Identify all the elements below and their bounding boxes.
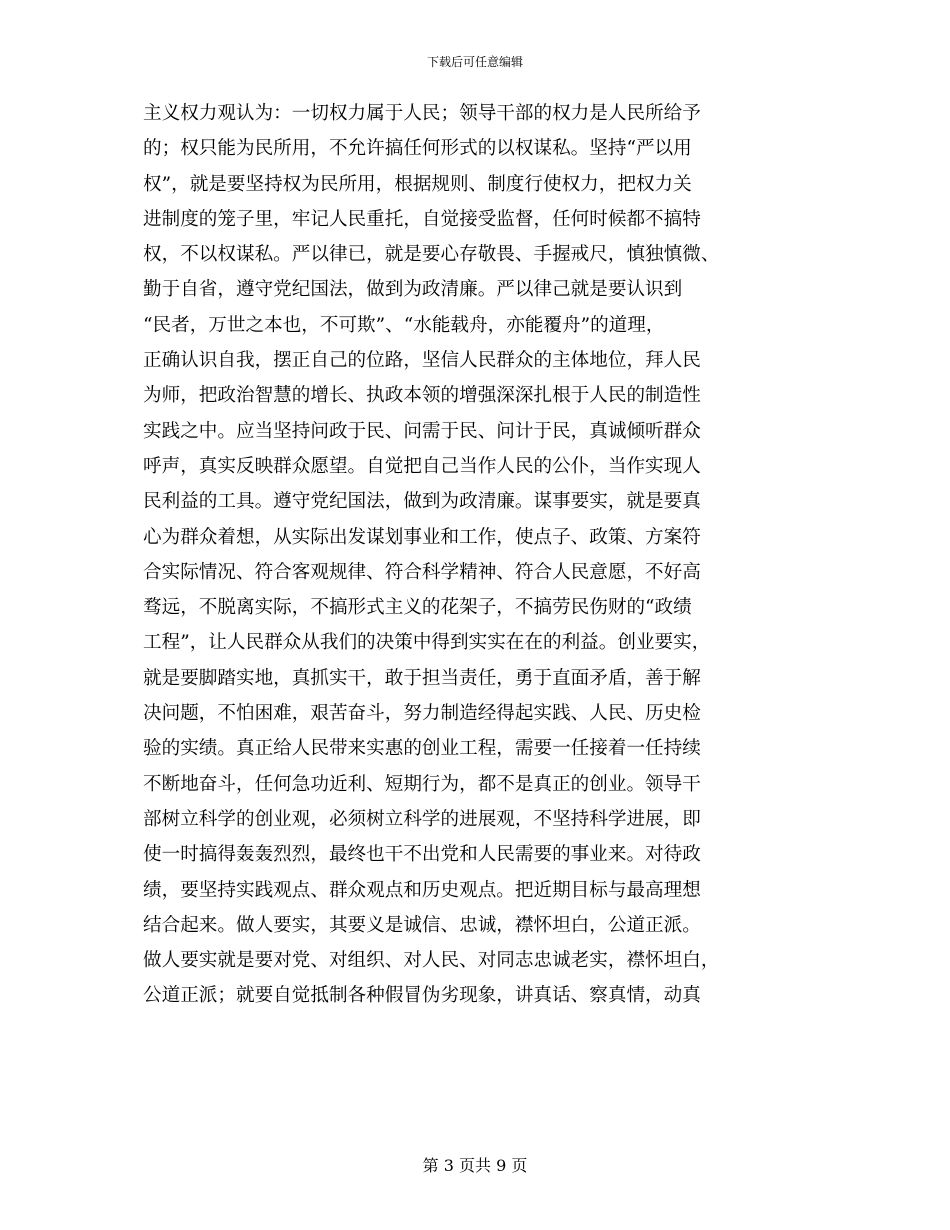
text-line: 主义权力观认为：一切权力属于人民；领导干部的权力是人民所给予 [143, 103, 701, 124]
text-line: 公道正派；就要自觉抵制各种假冒伪劣现象，讲真话、察真情，动真 [143, 985, 701, 1007]
text-line: 权，不以权谋私。严以律已，就是要心存敬畏、手握戒尺，慎独慎微、 [143, 244, 720, 266]
text-line: 心为群众着想，从实际出发谋划事业和工作，使点子、政策、方案符 [143, 526, 701, 548]
text-line: 部树立科学的创业观，必须树立科学的进展观，不坚持科学进展，即 [143, 808, 701, 830]
text-line: 使一时搞得轰轰烈烈，最终也干不出党和人民需要的事业来。对待政 [143, 844, 701, 866]
text-line: 合实际情况、符合客观规律、符合科学精神、符合人民意愿，不好高 [143, 561, 701, 583]
text-line: 决问题，不怕困难，艰苦奋斗，努力制造经得起实践、人民、历史检 [143, 703, 701, 725]
text-line: 为师，把政治智慧的增长、执政本领的增强深深扎根于人民的制造性 [143, 385, 701, 407]
page-header: 下载后可任意编辑 [426, 55, 523, 69]
text-line: 验的实绩。真正给人民带来实惠的创业工程，需要一任接着一任持续 [143, 738, 701, 760]
text-line: 实践之中。应当坚持问政于民、问需于民、问计于民，真诚倾听群众 [143, 420, 701, 442]
document-body [143, 96, 803, 1014]
text-line: “民者，万世之本也，不可欺”、“水能载舟，亦能覆舟”的道理， [143, 314, 665, 336]
text-line: 进制度的笼子里，牢记人民重托，自觉接受监督，任何时候都不搞特 [143, 208, 701, 230]
text-line: 不断地奋斗，任何急功近利、短期行为，都不是真正的创业。领导干 [143, 773, 701, 795]
text-line: 呼声，真实反映群众愿望。自觉把自己当作人民的公仆，当作实现人 [143, 455, 701, 477]
text-line: 骛远，不脱离实际，不搞形式主义的花架子，不搞劳民伤财的“政绩 [143, 597, 692, 619]
text-line: 做人要实就是要对党、对组织、对人民、对同志忠诚老实，襟怀坦白， [143, 950, 720, 972]
text-line: 民利益的工具。遵守党纪国法，做到为政清廉。谋事要实，就是要真 [143, 491, 701, 513]
text-line: 勤于自省，遵守党纪国法，做到为政清廉。严以律己就是要认识到 [143, 279, 683, 301]
text-line: 工程”，让人民群众从我们的决策中得到实实在在的利益。创业要实， [143, 632, 711, 654]
text-line: 就是要脚踏实地，真抓实干，敢于担当责任，勇于直面矛盾，善于解 [143, 667, 701, 689]
text-line: 正确认识自我，摆正自己的位路，坚信人民群众的主体地位，拜人民 [143, 350, 701, 372]
page-footer: 第 3 页共 9 页 [422, 1156, 528, 1175]
text-line: 权”，就是要坚持权为民所用，根据规则、制度行使权力，把权力关 [143, 173, 692, 195]
text-line: 绩，要坚持实践观点、群众观点和历史观点。把近期目标与最高理想 [143, 879, 701, 901]
text-line: 结合起来。做人要实，其要义是诚信、忠诚，襟怀坦白，公道正派。 [143, 914, 701, 936]
text-line: 的；权只能为民所用，不允许搞任何形式的以权谋私。坚持“严以用 [143, 138, 692, 160]
